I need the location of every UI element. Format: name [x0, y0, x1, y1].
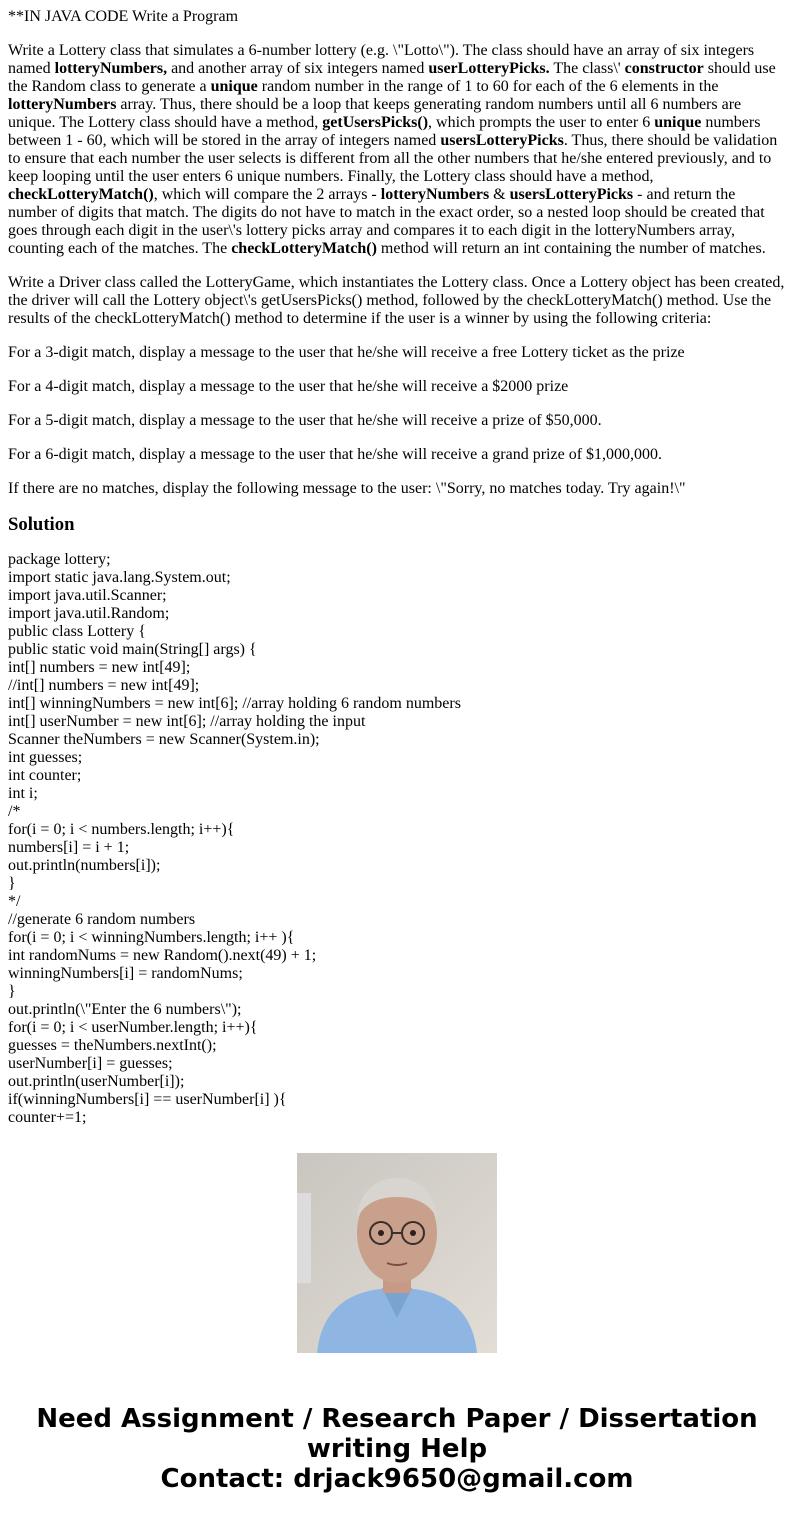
code-line: winningNumbers[i] = randomNums; [8, 965, 243, 982]
bold-term: constructor [624, 60, 704, 77]
text-run: . Thus, there should be validation to ensure that each number the user selects is different from all the other numbers that he/she entered previously, and to keep looping until the user enters 6 unique numbers. Finally, the Lottery class should have a method, [8, 132, 778, 185]
code-line: import java.util.Random; [8, 605, 170, 622]
text-run: numbers between 1 - 60, which will be stored in the array of integers named [8, 114, 761, 149]
text-run: array. Thus, there should be a loop that keeps generating random numbers until all 6 numbers are unique. The Lottery class should have a method, [8, 96, 742, 131]
code-line: */ [8, 893, 21, 910]
criteria-4-digit: For a 4-digit match, display a message to the user that he/she will receive a $2000 prize [8, 378, 569, 395]
code-line: numbers[i] = i + 1; [8, 839, 130, 856]
question-paragraph-2: Write a Driver class called the LotteryGame, which instantiates the Lottery class. Once a Lottery object has been created, the driver will call the Lottery object\'s getUsersPicks() method, followed by the checkLotteryMatch() method. Use the results of the checkLotteryMatch() method to determine if the user is a winner by using the following criteria: [8, 274, 785, 327]
text-run: Write a Lottery class that simulates a 6-number lottery (e.g. \"Lotto\"). The class should have an array of six integers named [8, 42, 755, 77]
bold-term: unique [210, 78, 258, 95]
code-line: out.println(userNumber[i]); [8, 1073, 185, 1090]
bold-term: usersLotteryPicks [509, 186, 634, 203]
text-run: & [489, 186, 510, 203]
criteria-3-digit: For a 3-digit match, display a message to the user that he/she will receive a free Lottery ticket as the prize [8, 344, 685, 361]
text-run: random number in the range of 1 to 60 for each of the 6 elements in the [257, 78, 719, 95]
bold-term: userLotteryPicks. [428, 60, 550, 77]
criteria-6-digit: For a 6-digit match, display a message to the user that he/she will receive a grand prize of $1,000,000. [8, 446, 663, 463]
text-run: method will return an int containing the number of matches. [376, 240, 766, 257]
code-line: out.println(\"Enter the 6 numbers\"); [8, 1001, 242, 1018]
code-line: //generate 6 random numbers [8, 911, 196, 928]
bold-term: lotteryNumbers [8, 96, 117, 113]
code-line: import static java.lang.System.out; [8, 569, 231, 586]
code-line: int[] winningNumbers = new int[6]; //array holding 6 random numbers [8, 695, 461, 712]
code-line: /* [8, 803, 21, 820]
solution-heading: Solution [8, 514, 75, 535]
question-paragraph-1 [8, 42, 788, 258]
code-line: public static void main(String[] args) { [8, 641, 257, 658]
code-line: out.println(numbers[i]); [8, 857, 161, 874]
code-line: } [8, 983, 16, 1000]
criteria-5-digit: For a 5-digit match, display a message to the user that he/she will receive a prize of $50,000. [8, 412, 602, 429]
question-title: **IN JAVA CODE Write a Program [8, 8, 239, 25]
code-line: import java.util.Scanner; [8, 587, 167, 604]
promo-line-2: writing Help [306, 1434, 488, 1464]
criteria-no-match: If there are no matches, display the following message to the user: \"Sorry, no matches today. Try again!\" [8, 480, 686, 497]
author-avatar [297, 1153, 497, 1353]
code-line: for(i = 0; i < winningNumbers.length; i++ ){ [8, 929, 295, 946]
bold-term: unique [654, 114, 702, 131]
author-photo-icon [297, 1153, 497, 1353]
text-run: - and return the number of digits that match. The digits do not have to match in the exact order, so a nested loop should be created that goes through each digit in the user\'s lottery picks array and compares it to each digit in the lotteryNumbers array, counting each of the matches. The [8, 186, 765, 257]
promo-contact: Contact: drjack9650@gmail.com [160, 1464, 634, 1494]
code-line: } [8, 875, 16, 892]
text-run: should use the Random class to generate a [8, 60, 776, 95]
text-run: , which will compare the 2 arrays - [153, 186, 381, 203]
code-line: int counter; [8, 767, 82, 784]
bold-term: lotteryNumbers [380, 186, 490, 203]
code-line: //int[] numbers = new int[49]; [8, 677, 200, 694]
solution-code [8, 551, 788, 1126]
code-line: Scanner theNumbers = new Scanner(System.in); [8, 731, 320, 748]
bold-term: checkLotteryMatch() [231, 240, 377, 257]
text-run: and another array of six integers named [167, 60, 429, 77]
code-line: public class Lottery { [8, 623, 146, 640]
code-line: guesses = theNumbers.nextInt(); [8, 1037, 217, 1054]
promo-banner [0, 1404, 794, 1494]
promo-line-1: Need Assignment / Research Paper / Dissertation [36, 1404, 758, 1434]
code-line: if(winningNumbers[i] == userNumber[i] ){ [8, 1091, 287, 1108]
document-content [8, 8, 788, 1126]
text-run: The class\' [549, 60, 625, 77]
code-line: package lottery; [8, 551, 111, 568]
code-line: int i; [8, 785, 38, 802]
code-line: userNumber[i] = guesses; [8, 1055, 173, 1072]
code-line: int randomNums = new Random().next(49) + 1; [8, 947, 317, 964]
bold-term: getUsersPicks() [322, 114, 429, 131]
bold-term: lotteryNumbers, [54, 60, 168, 77]
code-line: for(i = 0; i < numbers.length; i++){ [8, 821, 235, 838]
bold-term: usersLotteryPicks [440, 132, 564, 149]
bold-term: checkLotteryMatch() [8, 186, 154, 203]
code-line: for(i = 0; i < userNumber.length; i++){ [8, 1019, 258, 1036]
code-line: int[] numbers = new int[49]; [8, 659, 191, 676]
text-run: , which prompts the user to enter 6 [428, 114, 655, 131]
code-line: counter+=1; [8, 1109, 87, 1126]
code-line: int[] userNumber = new int[6]; //array holding the input [8, 713, 366, 730]
code-line: int guesses; [8, 749, 83, 766]
